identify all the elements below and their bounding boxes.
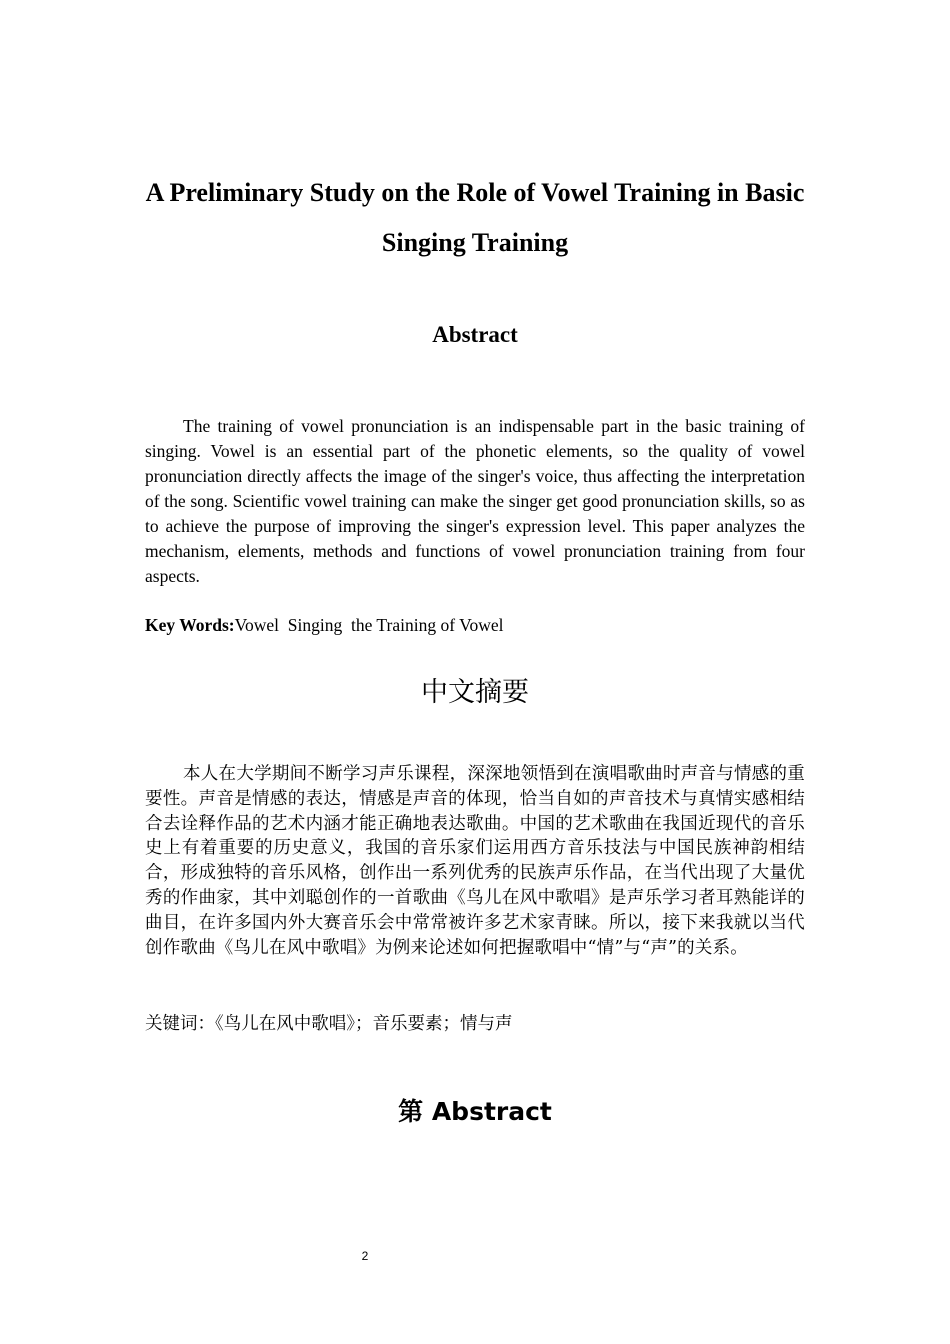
keywords-value: Vowel Singing the Training of Vowel (234, 615, 504, 635)
chinese-keywords: 关键词：《鸟儿在风中歌唱》；音乐要素；情与声 (145, 1014, 513, 1034)
abstract-heading: Abstract (432, 322, 518, 347)
page-number: 2 (361, 1249, 369, 1263)
chinese-abstract-heading: 中文摘要 (421, 677, 529, 708)
paper-title: A Preliminary Study on the Role of Vowel Training in Basic Singing Training (145, 178, 805, 257)
chinese-abstract-body: 本人在大学期间不断学习声乐课程，深深地领悟到在演唱歌曲时声音与情感的重要性。声音是情感的表达，情感是声音的体现，恰当自如的声音技术与真情实感相结合去诠释作品的艺术内涵才能正确地表达歌曲。中国的艺术歌曲在我国近现代的音乐史上有着重要的历史意义，我国的音乐家们运用西方音乐技法与中国民族神韵相结合，形成独特的音乐风格，创作出一系列优秀的民族声乐作品，在当代出现了大量优秀的作曲家，其中刘聪创作的一首歌曲《鸟儿在风中歌唱》是声乐学习者耳熟能详的曲目，在许多国内外大赛音乐会中常常被许多艺术家青睐。所以，接下来我就以当代创作歌曲《鸟儿在风中歌唱》为例来论述如何把握歌唱中“情”与“声”的关系。 (145, 764, 805, 958)
chapter-heading: 第 Abstract (398, 1097, 552, 1126)
keywords-line (145, 613, 805, 638)
keywords-label: Key Words: (145, 615, 235, 635)
abstract-body: The training of vowel pronunciation is an indispensable part in the basic training of singing. Vowel is an essential part of the phonetic elements, so the quality of vowel pronunciation directly affects the image of the singer's voice, thus affecting the interpretation of the song. Scientific vowel training can make the singer get good pronunciation skills, so as to achieve the purpose of improving the singer's expression level. This paper analyzes the mechanism, elements, methods and functions of vowel pronunciation training from four aspects. (145, 416, 805, 586)
